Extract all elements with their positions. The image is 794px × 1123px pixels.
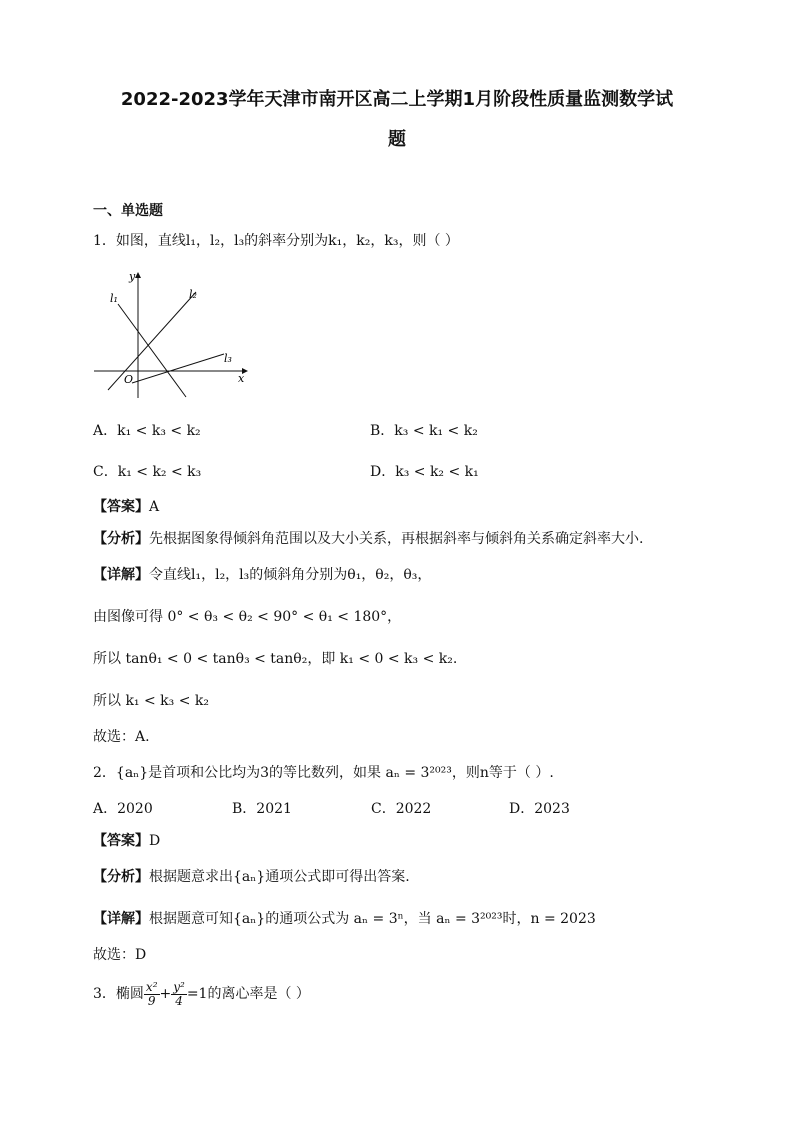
q2-conclusion: 故选：D [93, 947, 147, 963]
q1-option-b: B．k₃ < k₁ < k₂ [370, 423, 478, 439]
label-l1: l₁ [110, 292, 118, 305]
q3-frac1-den: 9 [147, 993, 156, 1008]
q1-option-d: D．k₃ < k₂ < k₁ [370, 464, 479, 480]
q1-analysis-row [93, 528, 643, 550]
q2-detail: 根据题意可知{aₙ}的通项公式为 aₙ = 3ⁿ，当 aₙ = 3²⁰²³时，n = 2023 [149, 911, 596, 927]
q1-step-1: 由图像可得 0° < θ₃ < θ₂ < 90° < θ₁ < 180°， [93, 609, 402, 625]
q1-detail: 令直线l₁，l₂，l₃的倾斜角分别为θ₁，θ₂，θ₃， [149, 567, 432, 583]
q2-option-b: B．2021 [232, 801, 292, 817]
section-heading: 一、单选题 [93, 203, 163, 219]
document-title-line-1: 2022-2023学年天津市南开区高二上学期1月阶段性质量监测数学试 [120, 89, 674, 110]
q1-step-3: 所以 k₁ < k₃ < k₂ [93, 693, 209, 709]
q3-plus: + [159, 986, 172, 1002]
q2-detail-row [93, 908, 596, 930]
y-axis-arrow-icon [135, 272, 141, 278]
q1-stem: 1．如图，直线l₁，l₂，l₃的斜率分别为k₁，k₂，k₃，则（ ） [93, 233, 459, 249]
q1-answer: A [149, 499, 160, 515]
q2-analysis: 根据题意求出{aₙ}通项公式即可得出答案. [149, 869, 410, 885]
q1-detail-row [93, 564, 431, 586]
line-l2 [108, 292, 196, 390]
q1-analysis: 先根据图象得倾斜角范围以及大小关系，再根据斜率与倾斜角关系确定斜率大小. [149, 531, 644, 547]
label-origin: O [124, 373, 134, 386]
q3-fraction-x [144, 981, 160, 1008]
q2-detail-label: 【详解】 [93, 911, 149, 927]
q2-analysis-label: 【分析】 [93, 869, 149, 885]
q3-fraction-y [171, 981, 187, 1008]
q1-step-2: 所以 tanθ₁ < 0 < tanθ₃ < tanθ₂，即 k₁ < 0 < k₃ < k₂. [93, 651, 458, 667]
q1-answer-label: 【答案】 [93, 499, 149, 515]
q2-option-d: D．2023 [509, 801, 570, 817]
label-l3: l₃ [224, 352, 232, 365]
q3-frac2-den: 4 [175, 993, 183, 1008]
q3-stem-prefix: 3．椭圆 [93, 986, 144, 1002]
q1-analysis-label: 【分析】 [93, 531, 149, 547]
q1-answer-row [93, 496, 159, 518]
label-x: x [238, 372, 245, 385]
q2-option-c: C．2022 [371, 801, 432, 817]
q2-answer-label: 【答案】 [93, 833, 149, 849]
q3-frac1-num: x² [145, 979, 158, 994]
label-l2: l₂ [189, 288, 197, 301]
q1-detail-label: 【详解】 [93, 567, 149, 583]
q3-stem [93, 978, 310, 1010]
q2-option-a: A．2020 [93, 801, 153, 817]
q3-stem-suffix: 的离心率是（ ） [207, 986, 310, 1002]
label-y: y [129, 270, 136, 283]
document-title-line-2: 题 [388, 129, 406, 150]
q1-figure [92, 268, 254, 400]
q2-stem: 2．{aₙ}是首项和公比均为3的等比数列，如果 aₙ = 3²⁰²³，则n等于（ ）. [93, 765, 554, 781]
q2-answer: D [149, 833, 161, 849]
line-l3 [132, 354, 224, 383]
q1-conclusion: 故选：A. [93, 729, 150, 745]
q1-option-c: C．k₁ < k₂ < k₃ [93, 464, 202, 480]
q3-equals: =1 [186, 986, 208, 1002]
q2-analysis-row [93, 866, 410, 888]
q1-option-a: A．k₁ < k₃ < k₂ [93, 423, 201, 439]
q2-answer-row [93, 830, 160, 852]
q3-frac2-num: y² [173, 979, 185, 994]
